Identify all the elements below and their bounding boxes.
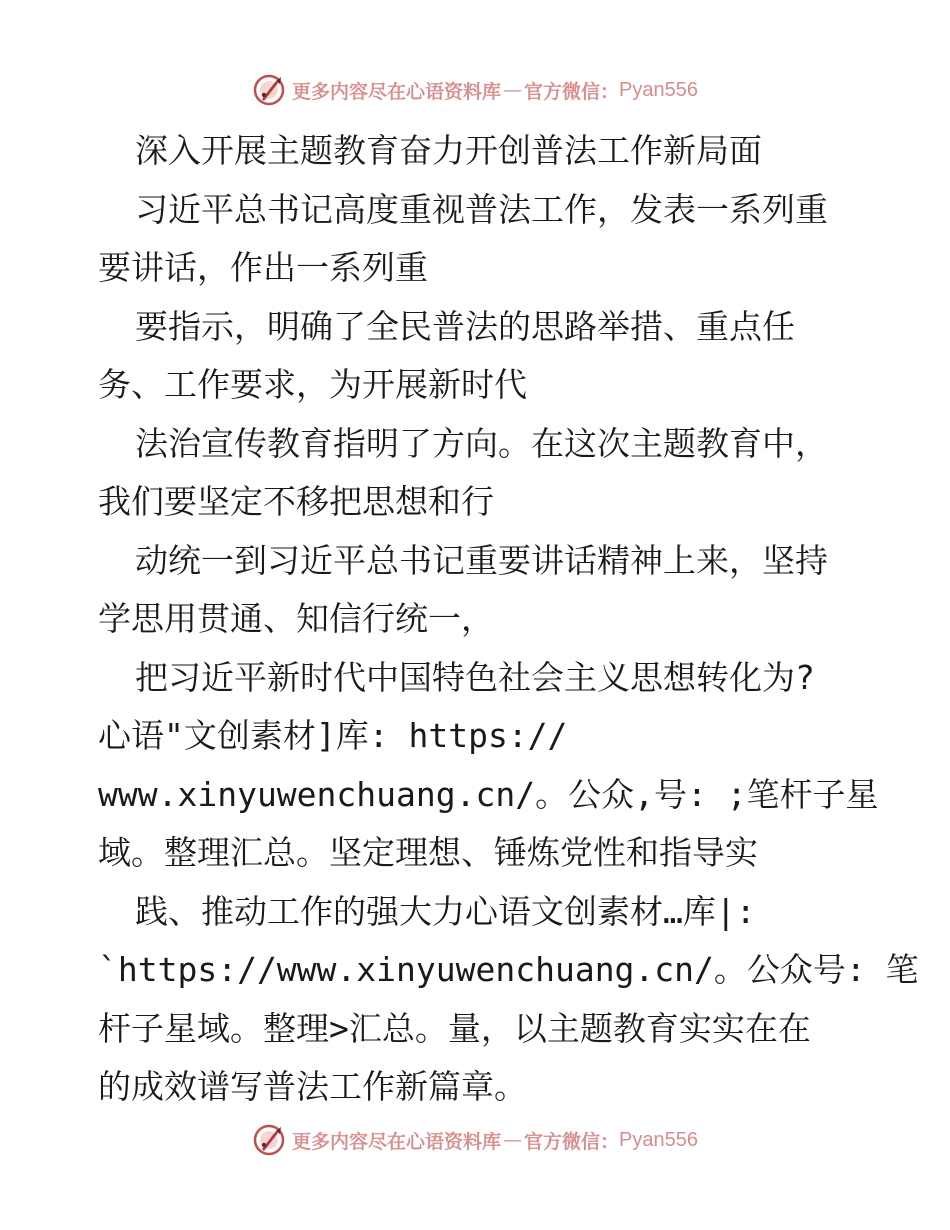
quill-pen-logo-icon [252,1123,286,1157]
paragraph-line: 要指示，明确了全民普法的思路举措、重点任 [135,306,795,346]
paragraph-line: 践、推动工作的强大力心语文创素材…库|: [135,891,756,931]
paragraph-line: 务、工作要求，为开展新时代 [98,365,527,404]
paragraph-line: 要讲话，作出一系列重 [98,248,428,287]
paragraph-line: 心语"文创素材]库: https:// [98,716,568,755]
paragraph-line: 法治宣传教育指明了方向。在这次主题教育中， [135,423,828,463]
banner-wechat-id: Pyan556 [619,1128,698,1151]
document-body [98,122,919,1117]
paragraph-line: 把习近平新时代中国特色社会主义思想转化为? [135,657,815,697]
paragraph-line: `https://www.xinyuwenchuang.cn/。公众号: 笔 [98,950,919,989]
document-title: 深入开展主题教育奋力开创普法工作新局面 [135,131,762,170]
paragraph-line: 习近平总书记高度重视普法工作，发表一系列重 [135,189,828,229]
paragraph-line: 学思用贯通、知信行统一， [98,599,494,638]
paragraph-line: 我们要坚定不移把思想和行 [98,482,494,521]
banner-brand-text: 更多内容尽在心语资料库 [292,80,502,103]
banner-wechat-label: 官方微信： [524,1130,620,1153]
paragraph-line: 动统一到习近平总书记重要讲话精神上来，坚持 [135,540,828,580]
paragraph-line: www.xinyuwenchuang.cn/。公众,号: ;笔杆子星 [98,774,879,814]
banner-wechat-label: 官方微信： [524,80,620,103]
paragraph-line: 杆子星域。整理>汇总。量，以主题教育实实在在 [98,1008,811,1048]
quill-pen-logo-icon [252,73,286,107]
paragraph-line: 域。整理汇总。坚定理想、锤炼党性和指导实 [98,833,758,872]
banner-separator: — [503,1129,523,1151]
header-banner [0,70,950,110]
banner-brand-text: 更多内容尽在心语资料库 [292,1130,502,1153]
footer-banner [0,1120,950,1160]
banner-wechat-id: Pyan556 [619,78,698,101]
paragraph-line: 的成效谱写普法工作新篇章。 [98,1067,527,1106]
banner-separator: — [503,79,523,101]
